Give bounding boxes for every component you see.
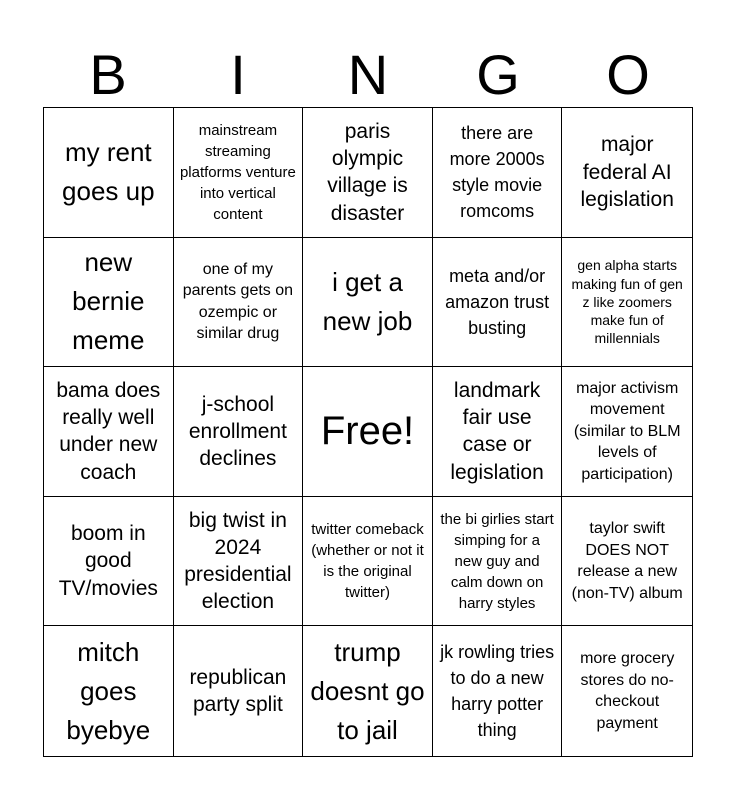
bingo-cell[interactable] (44, 626, 174, 756)
cell-label: taylor swift DOES NOT release a new (non-TV) album (571, 519, 683, 602)
bingo-cell[interactable] (174, 626, 304, 756)
bingo-header (43, 44, 693, 106)
cell-label: trump doesnt go to jail (310, 636, 425, 745)
cell-label: gen alpha starts making fun of gen z like zoomers make fun of millennials (571, 257, 683, 347)
bingo-cell[interactable] (562, 367, 692, 497)
cell-label: meta and/or amazon trust busting (445, 265, 550, 338)
cell-label: there are more 2000s style movie romcoms (449, 123, 545, 222)
header-letter-b: B (89, 43, 127, 106)
bingo-board (43, 107, 693, 757)
header-letter-i: I (230, 43, 246, 106)
bingo-cell[interactable] (433, 626, 563, 756)
bingo-cell[interactable] (303, 238, 433, 368)
bingo-cell[interactable] (433, 238, 563, 368)
bingo-cell[interactable] (303, 626, 433, 756)
cell-label: i get a new job (322, 266, 413, 336)
bingo-cell[interactable] (433, 108, 563, 238)
cell-label: big twist in 2024 presidential election (184, 508, 292, 614)
header-letter-g: G (476, 43, 520, 106)
free-space-label: Free! (320, 409, 415, 454)
bingo-cell[interactable] (433, 367, 563, 497)
bingo-cell[interactable] (174, 497, 304, 627)
cell-label: twitter comeback (whether or not it is the original twitter) (311, 521, 424, 602)
cell-label: the bi girlies start simping for a new guy and calm down on harry styles (440, 510, 554, 612)
bingo-cell[interactable] (562, 238, 692, 368)
bingo-cell[interactable] (562, 108, 692, 238)
bingo-cell[interactable] (44, 108, 174, 238)
cell-label: jk rowling tries to do a new harry potter thing (440, 642, 555, 741)
cell-label: one of my parents gets on ozempic or similar drug (182, 260, 294, 343)
bingo-cell[interactable] (562, 626, 692, 756)
bingo-cell[interactable] (303, 108, 433, 238)
cell-label: boom in good TV/movies (58, 522, 158, 600)
cell-label: paris olympic village is disaster (327, 119, 408, 225)
cell-label: major activism movement (similar to BLM levels of participation) (573, 379, 681, 483)
cell-label: mitch goes byebye (66, 636, 151, 745)
header-letter-o: O (606, 43, 650, 106)
bingo-cell[interactable] (44, 367, 174, 497)
cell-label: bama does really well under new coach (56, 378, 161, 484)
cell-label: my rent goes up (62, 137, 155, 207)
bingo-cell[interactable] (44, 497, 174, 627)
bingo-cell[interactable] (174, 367, 304, 497)
bingo-cell[interactable] (303, 497, 433, 627)
header-letter-n: N (347, 43, 389, 106)
bingo-cell[interactable] (174, 238, 304, 368)
cell-label: mainstream streaming platforms venture into vertical content (179, 121, 296, 223)
cell-label: major federal AI legislation (580, 133, 674, 211)
cell-label: republican party split (189, 665, 287, 717)
bingo-cell[interactable] (562, 497, 692, 627)
cell-label: more grocery stores do no-checkout payment (580, 650, 675, 732)
free-space-cell[interactable] (303, 367, 433, 497)
bingo-cell[interactable] (44, 238, 174, 368)
bingo-cell[interactable] (433, 497, 563, 627)
bingo-cell[interactable] (174, 108, 304, 238)
cell-label: landmark fair use case or legislation (450, 378, 544, 484)
cell-label: j-school enrollment declines (188, 392, 287, 471)
cell-label: new bernie meme (72, 247, 145, 356)
